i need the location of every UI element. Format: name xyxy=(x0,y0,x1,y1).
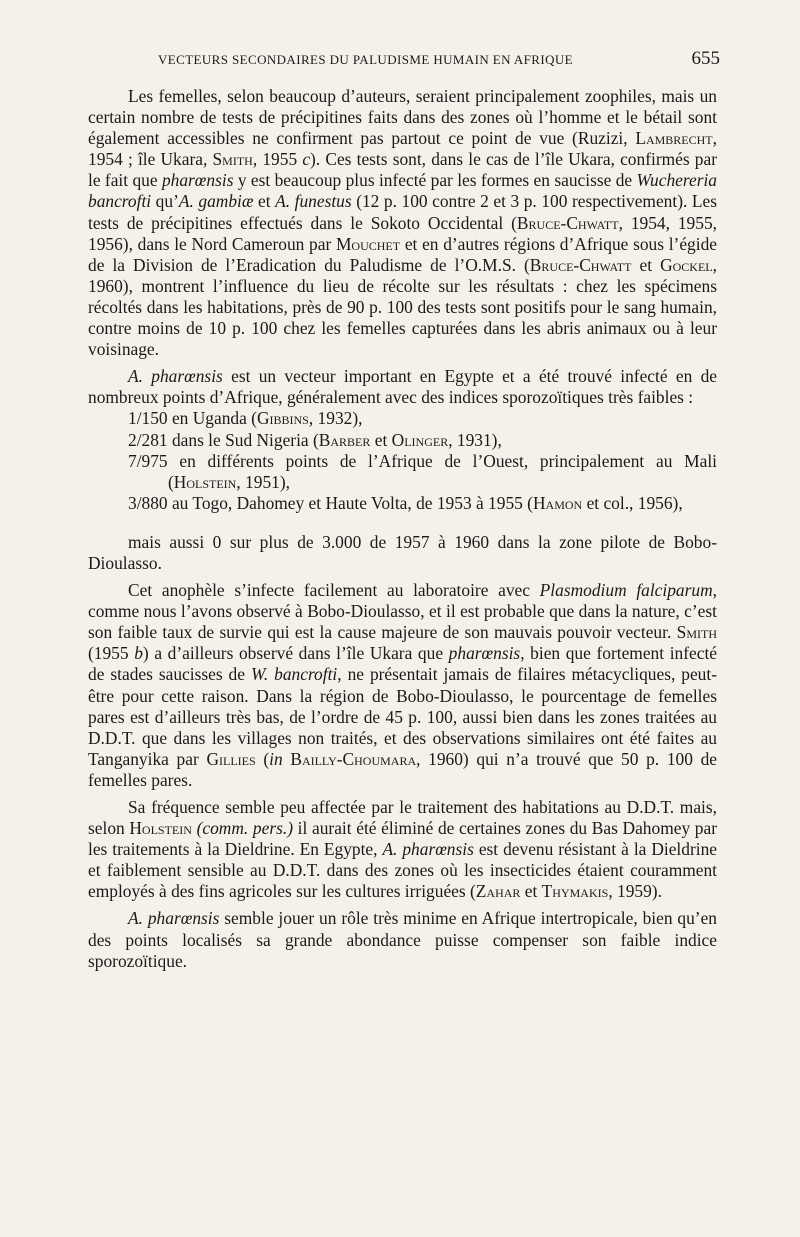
list-item: 2/281 dans le Sud Nigeria (Barber et Olinger, 1931), xyxy=(128,429,502,450)
sporozoite-index-list xyxy=(88,408,717,513)
paragraph-ddt-treatment: Sa fréquence semble peu affectée par le traitement des habitations au D.D.T. mais, selon Holstein (comm. pers.) il aurait été éliminé de certaines zones du Bas Dahomey par les traitements à la Dieldrine. En Egypte, A. pharœnsis est devenu résistant à la Dieldrine et faiblement sensible au D.D.T. dans des zones où les insecticides étaient couramment employés à des fins agricoles sur les cultures irriguées (Zahar et Thymakis, 1959). xyxy=(88,797,717,902)
list-item: 3/880 au Togo, Dahomey et Haute Volta, de 1953 à 1955 (Hamon et col., 1956), xyxy=(128,492,683,513)
running-title: VECTEURS SECONDAIRES DU PALUDISME HUMAIN EN AFRIQUE xyxy=(158,52,574,67)
paragraph-bobo-dioulasso: mais aussi 0 sur plus de 3.000 de 1957 à 1960 dans la zone pilote de Bobo-Dioulasso. xyxy=(88,531,717,573)
paragraph-conclusion: A. pharœnsis semble jouer un rôle très minime en Afrique intertropicale, bien qu’en des points localisés sa grande abondance puisse compenser son faible indice sporozoïtique. xyxy=(88,908,717,971)
article-body xyxy=(88,86,717,972)
list-item: 1/150 en Uganda (Gibbins, 1932), xyxy=(128,408,363,429)
paragraph-vector-egypt: A. pharœnsis est un vecteur important en Egypte et a été trouvé infecté en de nombreux points d’Afrique, généralement avec des indices sporozoïtiques très faibles : xyxy=(88,366,717,408)
page-number: 655 xyxy=(691,48,720,69)
page-header xyxy=(118,48,720,74)
paragraph-host-preference: Les femelles, selon beaucoup d’auteurs, seraient principalement zoophiles, mais un certain nombre de tests de précipitines faits dans des zones où l’homme et le bétail sont également accessibles ne confirment pas partout ce point de vue (Ruzizi, Lambrecht, 1954 ; île Ukara, Smith, 1955 c). Ces tests sont, dans le cas de l’île Ukara, confirmés par le fait que pharœnsis y est beaucoup plus infecté par les formes en saucisse de Wuchereria bancrofti qu’A. gambiæ et A. funestus (12 p. 100 contre 2 et 3 p. 100 respectivement). Les tests de précipitines effectués dans le Sokoto Occidental (Bruce-Chwatt, 1954, 1955, 1956), dans le Nord Cameroun par Mouchet et en d’autres régions d’Afrique sous l’égide de la Division de l’Eradication du Paludisme de l’O.M.S. (Bruce-Chwatt et Gockel, 1960), montrent l’influence du lieu de récolte sur les résultats : chez les spécimens récoltés dans les habitations, près de 90 p. 100 des tests sont positifs pour le sang humain, contre moins de 10 p. 100 chez les femelles capturées dans les abris animaux ou à leur voisinage. xyxy=(88,86,717,360)
list-item: 7/975 en différents points de l’Afrique de l’Ouest, principalement au Mali (Holstein, 1951), xyxy=(128,450,717,492)
paragraph-laboratory-infection: Cet anophèle s’infecte facilement au laboratoire avec Plasmodium falciparum, comme nous l’avons observé à Bobo-Dioulasso, et il est probable que dans la nature, c’est son faible taux de survie qui est la cause majeure de son mauvais pouvoir vecteur. Smith (1955 b) a d’ailleurs observé dans l’île Ukara que pharœnsis, bien que fortement infecté de stades saucisses de W. bancrofti, ne présentait jamais de filaires métacycliques, peut-être pour cette raison. Dans la région de Bobo-Dioulasso, le pourcentage de femelles pares est d’ailleurs très bas, de l’ordre de 45 p. 100, aussi bien dans les zones traitées au D.D.T. que dans les villages non traités, et des observations similaires ont été faites au Tanganyika par Gillies (in Bailly-Choumara, 1960) qui n’a trouvé que 50 p. 100 de femelles pares. xyxy=(88,580,718,790)
